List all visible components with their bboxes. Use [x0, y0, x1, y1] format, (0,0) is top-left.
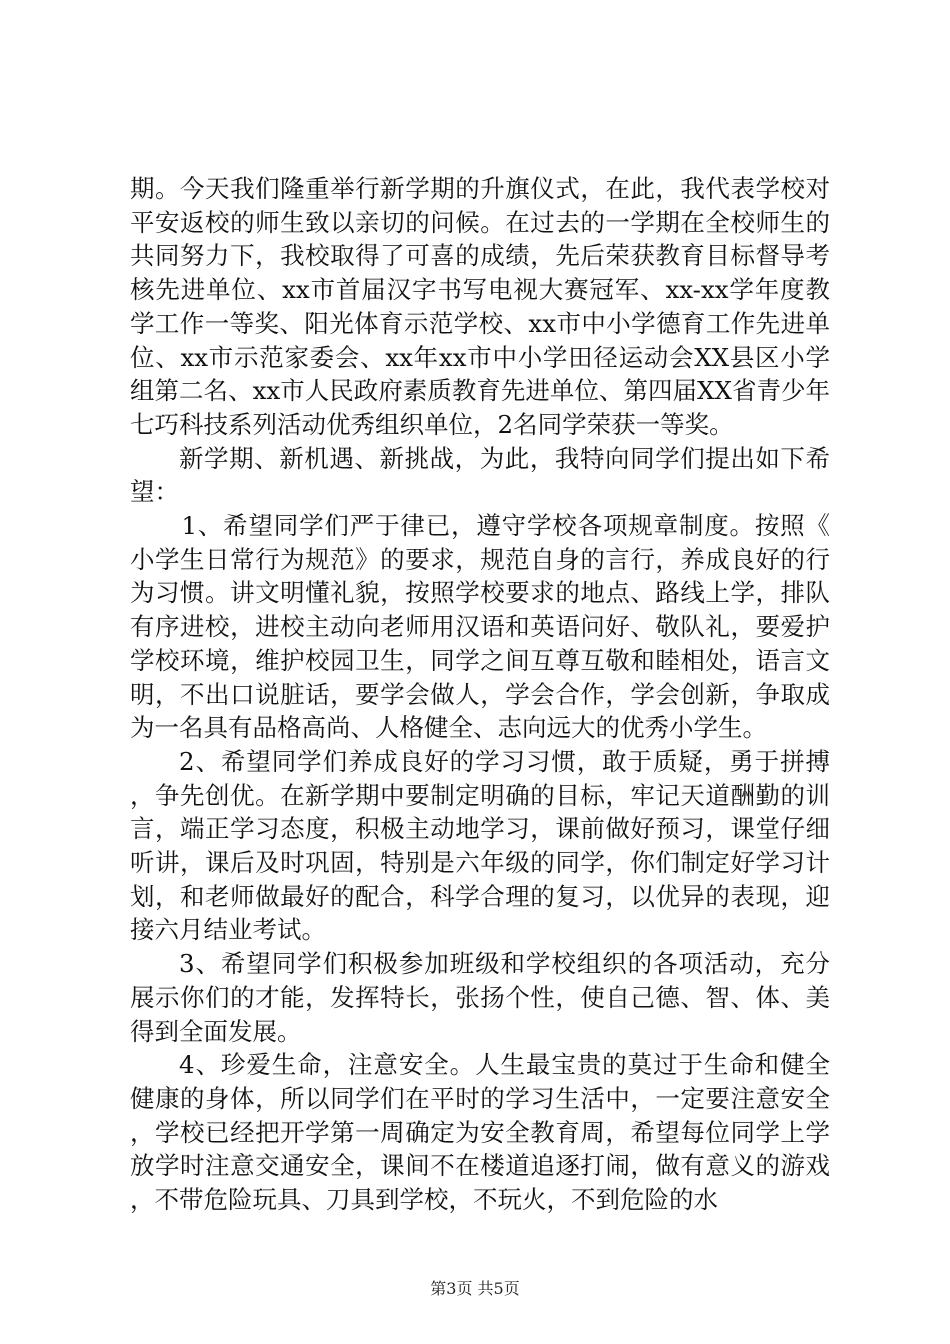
- page-footer: 第3页 共5页: [430, 1279, 520, 1298]
- paragraph-achievements: 期。今天我们隆重举行新学期的升旗仪式，在此，我代表学校对平安返校的师生致以亲切的问候。在过去的一学期在全校师生的共同努力下，我校取得了可喜的成绩，先后荣获教育目标督导考核先进单位、xx市首届汉字书写电视大赛冠军、xx-xx学年度教学工作一等奖、阳光体育示范学校、xx市中小学德育工作先进单位、xx市示范家委会、xx年xx市中小学田径运动会XX县区小学组第二名、xx市人民政府素质教育先进单位、第四届XX省青少年七巧科技系列活动优秀组织单位，2名同学荣获一等奖。: [130, 174, 830, 439]
- paragraph-hope-2: 2、希望同学们养成良好的学习习惯，敢于质疑，勇于拼搏，争先创优。在新学期中要制定明确的目标，牢记天道酬勤的训言，端正学习态度，积极主动地学习，课前做好预习，课堂仔细听讲，课后及时巩固，特别是六年级的同学，你们制定好学习计划，和老师做最好的配合，科学合理的复习，以优异的表现，迎接六月结业考试。: [130, 746, 830, 945]
- document-body: [130, 172, 830, 1217]
- paragraph-hope-3: 3、希望同学们积极参加班级和学校组织的各项活动，充分展示你们的才能，发挥特长，张扬个性，使自己德、智、体、美得到全面发展。: [130, 949, 830, 1046]
- paragraph-hope-1: 1、希望同学们严于律已，遵守学校各项规章制度。按照《小学生日常行为规范》的要求，规范自身的言行，养成良好的行为习惯。讲文明懂礼貌，按照学校要求的地点、路线上学，排队有序进校，进校主动向老师用汉语和英语问好、敬队礼，要爱护学校环境，维护校园卫生，同学之间互尊互敬和睦相处，语言文明，不出口说脏话，要学会做人，学会合作，学会创新，争取成为一名具有品格高尚、人格健全、志向远大的优秀小学生。: [130, 511, 830, 743]
- paragraph-intro-hopes: 新学期、新机遇、新挑战，为此，我特向同学们提出如下希望：: [130, 443, 830, 507]
- paragraph-hope-4: 4、珍爱生命，注意安全。人生最宝贵的莫过于生命和健全健康的身体，所以同学们在平时的学习生活中，一定要注意安全，学校已经把开学第一周确定为安全教育周，希望每位同学上学放学时注意交通安全，课间不在楼道追逐打闹，做有意义的游戏，不带危险玩具、刀具到学校，不玩火，不到危险的水: [130, 1050, 830, 1215]
